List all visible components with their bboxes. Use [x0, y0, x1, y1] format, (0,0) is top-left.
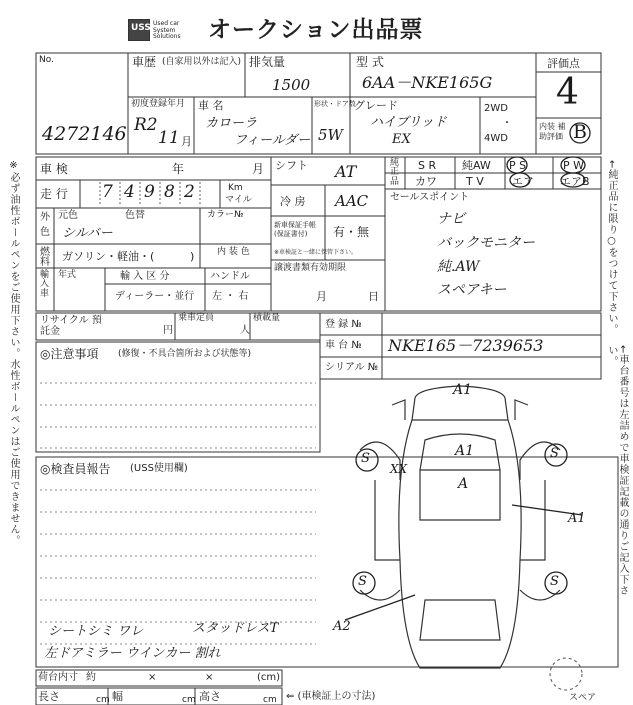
km-label: Km [228, 183, 243, 193]
import-type-value: ディーラー・並行 [115, 291, 195, 302]
loading-x1: × [148, 672, 157, 683]
import-year-label: 年式 [58, 270, 77, 280]
rating-value: 4 [556, 72, 579, 113]
mileage-digit-3: 9 [144, 182, 155, 202]
inspector-line1b: スタッドレスT [192, 621, 279, 636]
length-unit: cm [96, 695, 110, 705]
notes-title: ◎注意事項 [40, 347, 99, 361]
equip-aw: 純AW [462, 159, 491, 172]
notes-note: (修復・不具合箇所および状態等) [118, 349, 252, 359]
shaken-month-label: 月 [252, 162, 265, 176]
history-note: (自家用以外は記入) [162, 57, 242, 67]
height-unit: cm [263, 695, 277, 705]
spare-tire-circle [550, 658, 582, 690]
no-label: No. [39, 55, 54, 65]
cert-month: 月 [316, 290, 327, 303]
mileage-digit-2: 4 [124, 182, 135, 202]
color-label-1: 外 [40, 212, 50, 223]
no-value: 4272146 [42, 123, 127, 145]
side-note-left: ※必ず油性ボールペンをご使用下さい。水性ボールペンはご使用できません。 [8, 160, 19, 546]
cert-label: 譲渡書類有効期限 [274, 263, 347, 273]
color-no-label: カラー№ [207, 210, 244, 220]
height-label: 高さ [199, 690, 221, 703]
reg-no-label: 登 録 № [325, 319, 362, 330]
sales-point-4: スペアキー [437, 282, 507, 298]
fuel-label-1: 燃 [40, 247, 50, 258]
first-reg-unit: 月 [181, 135, 192, 148]
interior-label: 内装 補助評価 [539, 122, 566, 142]
car-name-label: 車 名 [198, 99, 224, 112]
grade-line1: ハイブリッド [370, 115, 447, 130]
fuel-label-2: 料 [40, 257, 50, 268]
width-label: 幅 [112, 690, 123, 703]
rating-label: 評価点 [547, 57, 580, 70]
damage-mark-a1-hood: A1 [455, 443, 475, 459]
damage-mark-a2-rear: A2 [333, 619, 351, 634]
first-reg-label: 初度登録年月 [131, 99, 186, 109]
equip-leather: カワ [415, 175, 437, 188]
mileage-digit-4: 8 [164, 182, 175, 202]
equip-airbag: エアB [560, 175, 590, 188]
history-label: 車歴 [132, 55, 157, 69]
sales-point-1: ナビ [437, 211, 465, 227]
chassis-value: NKE165－7239653 [388, 336, 544, 355]
equipment-label: 純正品 [390, 158, 400, 187]
displacement-value: 1500 [272, 76, 311, 94]
recycle-label: リサイクル 預託金 [40, 315, 102, 337]
shaken-label: 車 検 [40, 162, 68, 176]
loading-x2: × [205, 672, 214, 683]
equip-tv: T V [466, 175, 484, 188]
logo-text: USS [131, 23, 151, 33]
ac-value: AAC [335, 192, 369, 210]
import-label: 輸入車 [40, 270, 50, 299]
inspector-note: (USS使用欄) [130, 463, 188, 474]
capacity-label: 乗車定員 [178, 313, 215, 323]
sales-point-3: 純.AW [437, 259, 480, 275]
recycle-yen: 円 [163, 325, 173, 336]
equip-sr: S R [418, 159, 437, 172]
mileage-digit-1: 7 [102, 182, 113, 202]
serial-label: シリアル № [325, 362, 379, 373]
inspector-line1: シートシミ ワレ [48, 624, 144, 639]
body-value: 5W [318, 126, 343, 144]
loading-label: 荷台内寸 [38, 672, 78, 683]
import-type-label: 輸 入 区 分 [120, 271, 170, 282]
load-label: 積載量 [253, 313, 281, 323]
model-value: 6AA－NKE165G [362, 73, 493, 92]
mileage-label: 走 行 [40, 187, 68, 201]
car-name-line1: カローラ [205, 116, 258, 131]
loading-approx: 約 [86, 672, 96, 683]
mileage-digit-5: 2 [184, 182, 195, 202]
equip-pw: P W [563, 159, 585, 172]
side-note-right-top: ←純正品に限り○をつけて下さい。 [606, 160, 617, 336]
damage-mark-a1-front: A1 [453, 382, 473, 398]
repaint-label: 色替 [125, 210, 145, 221]
loading-unit: (cm) [257, 672, 281, 683]
body-label: 形状・ドア数 [314, 100, 356, 108]
fuel-options: ガソリン・軽油・( [62, 250, 155, 263]
drive-sep: ・ [502, 118, 512, 129]
interior-color-label: 内 装 色 [217, 247, 250, 257]
page-title: オークション出品票 [208, 17, 424, 43]
color-label-2: 色 [40, 227, 50, 238]
first-reg-year: R2 [134, 115, 158, 135]
dimension-note: ⇐ (車検証上の寸法) [286, 691, 376, 702]
capacity-unit: 人 [240, 325, 250, 336]
side-note-right-bottom: ←車台番号は左詰めで車検証記載の通りご記入下さい。 [606, 345, 628, 597]
manual-note: ※車検証と一緒に保管下さい。 [274, 249, 358, 256]
damage-mark-xx: XX [390, 462, 408, 476]
inspector-title: ◎検査員報告 [40, 462, 111, 476]
damage-mark-a-roof: A [458, 476, 469, 492]
car-name-line2: フィールダー [234, 133, 311, 148]
logo-subtext: Used car System Solutions [153, 20, 181, 41]
fuel-close: ) [190, 250, 195, 263]
cert-day: 日 [368, 290, 379, 303]
displacement-label: 排気量 [249, 55, 286, 69]
interior-value: B [573, 121, 587, 143]
model-label: 型 式 [356, 55, 384, 69]
tire-mark-rl: S [358, 574, 367, 589]
equip-air: エア [512, 175, 534, 188]
grade-line2: EX [392, 132, 411, 147]
ac-label: 冷 房 [280, 195, 306, 208]
inspector-line2: 左ドアミラー ウインカー 割れ [44, 646, 221, 661]
tire-mark-fl: S [361, 451, 370, 466]
shift-value: AT [335, 162, 357, 181]
tire-mark-rr: S [550, 574, 559, 589]
handle-label: ハンドル [210, 271, 250, 282]
sales-points-label: セールスポイント [390, 192, 470, 203]
manual-label: 新車保証手帳 (保証書付) [274, 221, 316, 239]
mile-label: マイル [225, 195, 252, 205]
chassis-label: 車 台 № [325, 340, 362, 351]
width-unit: cm [182, 695, 196, 705]
manual-value: 有・無 [333, 225, 370, 239]
grade-label: グレード [354, 99, 398, 112]
damage-mark-a1-side: A1 [568, 511, 586, 526]
spare-label: スペア [569, 693, 597, 703]
drive-4wd: 4WD [484, 133, 508, 144]
drive-2wd: 2WD [484, 103, 508, 114]
tire-mark-fr: S [550, 446, 559, 461]
length-label: 長さ [38, 690, 60, 703]
car-diagram-lines [360, 386, 560, 668]
color-value: シルバー [62, 226, 113, 241]
shift-label: シフト [275, 159, 308, 172]
orig-color-label: 元色 [58, 210, 78, 221]
equip-ps: P S [509, 159, 527, 172]
handle-value: 左 ・ 右 [212, 291, 249, 302]
shaken-year-label: 年 [172, 162, 185, 176]
first-reg-month: 11 [158, 128, 180, 148]
sales-point-2: バックモニター [437, 235, 535, 251]
